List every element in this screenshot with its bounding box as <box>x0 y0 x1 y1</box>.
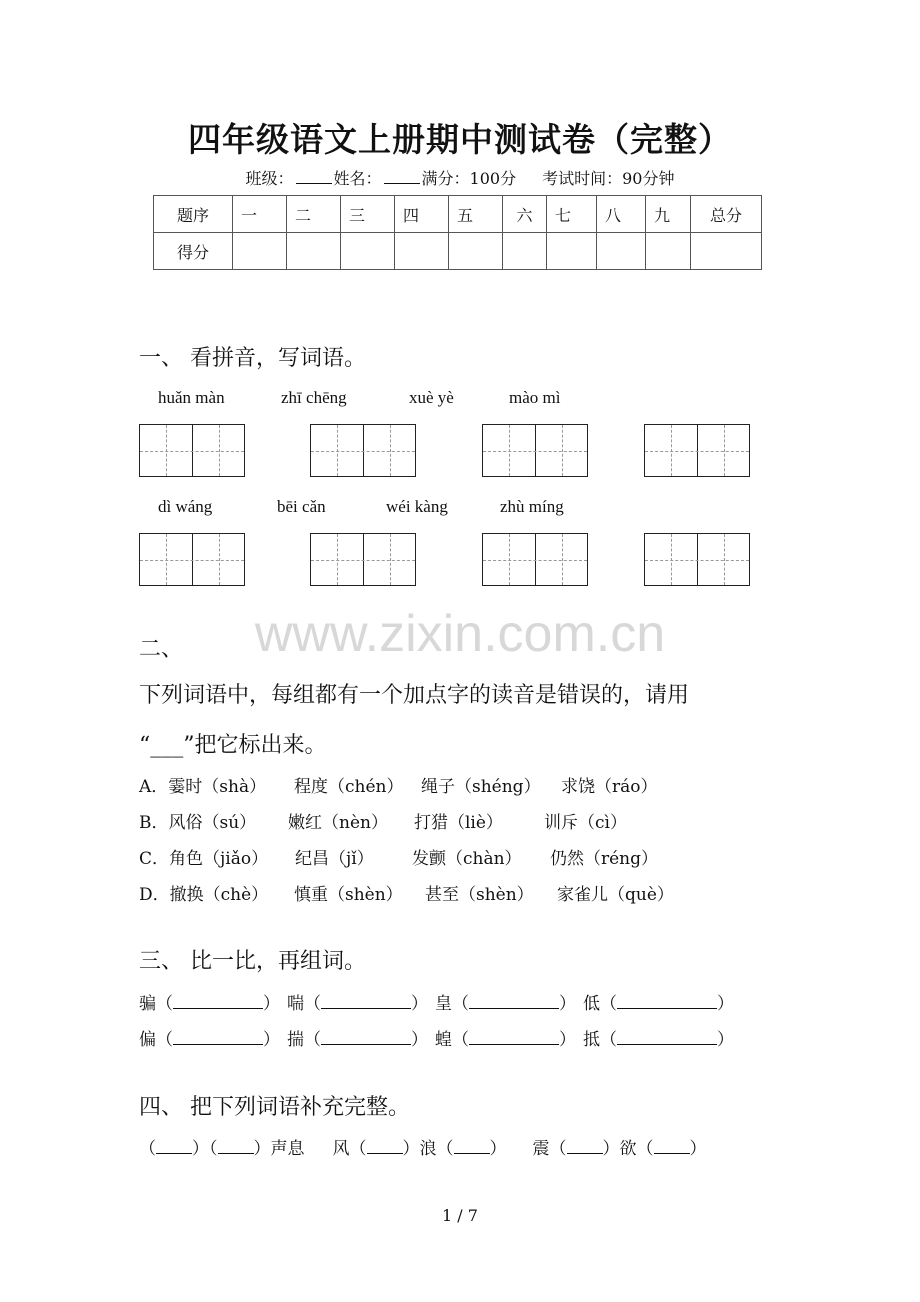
writing-grid[interactable] <box>482 533 588 586</box>
score-cell[interactable] <box>547 233 597 270</box>
exam-time: 考试时间：90分钟 <box>542 169 675 188</box>
answer-blank[interactable] <box>469 993 559 1009</box>
option-row-d <box>139 880 674 905</box>
table-header-cell: 题序 <box>154 196 233 233</box>
idiom-text: 风 <box>332 1139 350 1159</box>
option-item: 程度（chén） <box>294 777 404 797</box>
full-score: 满分：100分 <box>421 169 517 188</box>
table-header-cell: 九 <box>646 196 691 233</box>
score-cell[interactable] <box>233 233 287 270</box>
pinyin: zhī chēng <box>281 388 347 407</box>
pinyin: mào mì <box>509 388 561 407</box>
compare-char: 皇 <box>435 994 452 1014</box>
name-blank[interactable] <box>384 169 420 184</box>
compare-char: 骗 <box>139 994 156 1014</box>
answer-blank[interactable] <box>321 1029 411 1045</box>
section4-heading: 四、 把下列词语补充完整。 <box>139 1095 410 1120</box>
answer-blank[interactable] <box>321 993 411 1009</box>
compare-char: 抵 <box>583 1030 600 1050</box>
option-row-c <box>139 844 658 869</box>
score-cell[interactable] <box>287 233 341 270</box>
score-row-label: 得分 <box>154 233 233 270</box>
section2-heading: 二、 <box>139 637 184 662</box>
option-item: 发颤（chàn） <box>412 849 522 869</box>
option-item: 纪昌（jǐ） <box>295 849 374 869</box>
answer-blank[interactable] <box>654 1138 690 1154</box>
score-value-row <box>154 233 762 270</box>
pinyin: zhù míng <box>500 497 564 516</box>
score-cell[interactable] <box>691 233 762 270</box>
exam-info <box>0 166 920 189</box>
compare-char: 偏 <box>139 1030 156 1050</box>
answer-blank[interactable] <box>156 1138 192 1154</box>
answer-blank[interactable] <box>218 1138 254 1154</box>
table-header-cell: 六 <box>503 196 547 233</box>
option-row-b <box>139 808 627 833</box>
option-item: 嫩红（nèn） <box>288 813 388 833</box>
option-item: 慎重（shèn） <box>294 885 403 905</box>
answer-blank[interactable] <box>454 1138 490 1154</box>
idiom-text: 震 <box>532 1139 550 1159</box>
option-item: 甚至（shèn） <box>425 885 534 905</box>
compare-char: 低 <box>583 994 600 1014</box>
answer-blank[interactable] <box>173 993 263 1009</box>
compare-row: 骗（ ） 喘（ ） 皇（ ） 低（ ） <box>139 989 734 1014</box>
writing-grid[interactable] <box>310 424 416 477</box>
pinyin: xuè yè <box>409 388 454 407</box>
compare-char: 喘 <box>287 994 304 1014</box>
idiom-row: （ ）（ ）声息 风（ ）浪（ ） 震（ ）欲（ ） <box>139 1134 707 1159</box>
answer-blank[interactable] <box>367 1138 403 1154</box>
writing-grid[interactable] <box>139 533 245 586</box>
score-cell[interactable] <box>597 233 646 270</box>
score-header-row <box>154 196 762 233</box>
writing-grid[interactable] <box>644 533 750 586</box>
idiom-text: 欲 <box>619 1139 637 1159</box>
class-label: 班级： <box>245 169 294 188</box>
table-header-cell: 八 <box>597 196 646 233</box>
table-header-cell: 二 <box>287 196 341 233</box>
option-item: 训斥（cì） <box>544 813 627 833</box>
option-item: A．霎时（shà） <box>139 777 267 797</box>
table-header-cell: 三 <box>341 196 395 233</box>
answer-blank[interactable] <box>173 1029 263 1045</box>
name-label: 姓名： <box>333 169 382 188</box>
score-cell[interactable] <box>503 233 547 270</box>
compare-char: 揣 <box>287 1030 304 1050</box>
answer-blank[interactable] <box>567 1138 603 1154</box>
pinyin: bēi cǎn <box>277 497 326 516</box>
idiom-text: 浪 <box>419 1139 437 1159</box>
compare-row: 偏（ ） 揣（ ） 蝗（ ） 抵（ ） <box>139 1025 734 1050</box>
watermark: www.zixin.com.cn <box>254 605 666 663</box>
writing-grid[interactable] <box>482 424 588 477</box>
option-item: 打猎（liè） <box>414 813 503 833</box>
pinyin: dì wáng <box>158 497 213 516</box>
page-title: 四年级语文上册期中测试卷（完整） <box>188 120 732 159</box>
option-item: 仍然（réng） <box>550 849 659 869</box>
table-header-cell: 一 <box>233 196 287 233</box>
score-cell[interactable] <box>341 233 395 270</box>
option-item: C．角色（jiǎo） <box>139 849 269 869</box>
option-item: 家雀儿（què） <box>557 885 674 905</box>
writing-grid[interactable] <box>139 424 245 477</box>
table-header-cell: 七 <box>547 196 597 233</box>
writing-grid[interactable] <box>310 533 416 586</box>
pinyin: wéi kàng <box>386 497 448 516</box>
pinyin: huǎn màn <box>158 388 225 407</box>
page-number: 1 / 7 <box>442 1206 478 1225</box>
writing-grid[interactable] <box>644 424 750 477</box>
score-cell[interactable] <box>449 233 503 270</box>
answer-blank[interactable] <box>617 1029 717 1045</box>
score-cell[interactable] <box>646 233 691 270</box>
section1-heading: 一、 看拼音，写词语。 <box>139 346 366 371</box>
compare-char: 蝗 <box>435 1030 452 1050</box>
score-table <box>153 195 762 270</box>
section2-instruction: 下列词语中，每组都有一个加点字的读音是错误的，请用 <box>139 683 690 708</box>
section3-heading: 三、 比一比，再组词。 <box>139 949 366 974</box>
option-item: D．撤换（chè） <box>139 885 269 905</box>
answer-blank[interactable] <box>469 1029 559 1045</box>
class-blank[interactable] <box>296 169 332 184</box>
idiom-text: 声息 <box>270 1139 305 1159</box>
section2-instruction: “___”把它标出来。 <box>139 733 327 758</box>
table-header-cell: 四 <box>395 196 449 233</box>
option-row-a <box>139 772 658 797</box>
table-header-cell: 总分 <box>691 196 762 233</box>
score-cell[interactable] <box>395 233 449 270</box>
option-item: B．风俗（sú） <box>139 813 257 833</box>
option-item: 求饶（ráo） <box>561 777 658 797</box>
option-item: 绳子（shéng） <box>421 777 541 797</box>
answer-blank[interactable] <box>617 993 717 1009</box>
table-header-cell: 五 <box>449 196 503 233</box>
